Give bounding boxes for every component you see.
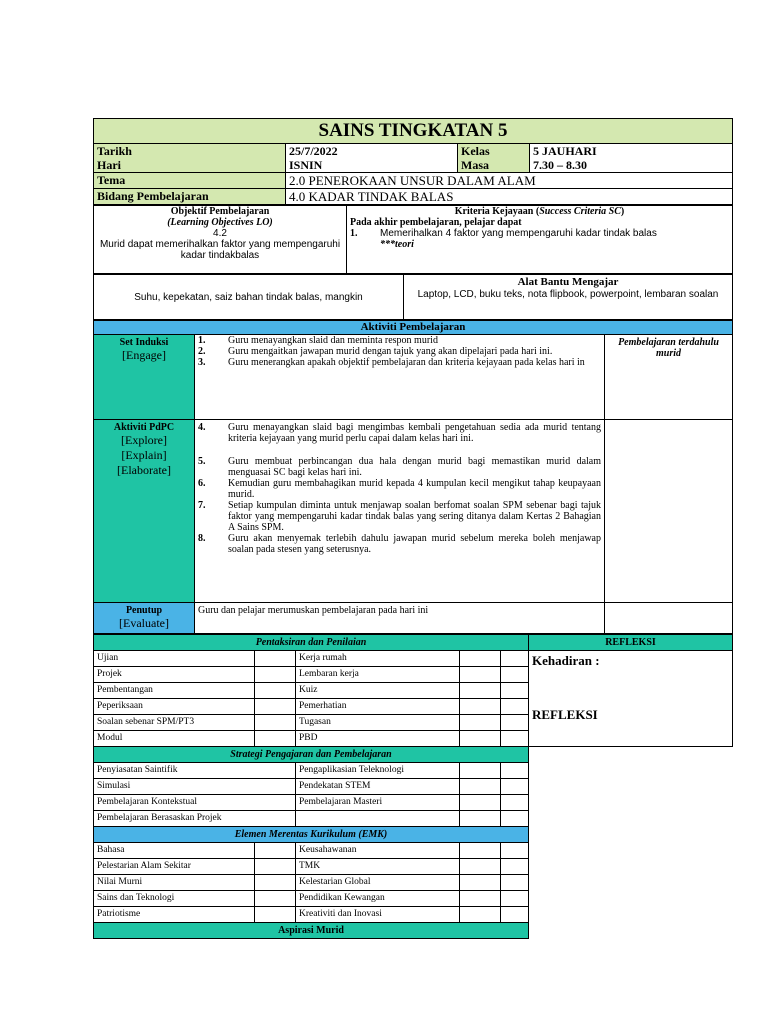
refleksi-heading: REFLEKSI (529, 635, 733, 651)
strategi-item: Pengaplikasian Teleknologi (296, 763, 460, 779)
pentaksiran-item: Pembentangan (94, 683, 255, 699)
checkbox-cell[interactable] (255, 683, 296, 699)
checkbox-cell[interactable] (255, 891, 296, 907)
checkbox-cell[interactable] (460, 859, 501, 875)
checkbox-cell[interactable] (255, 667, 296, 683)
pdpc-label: Aktiviti PdPC (113, 422, 175, 433)
checkbox-cell[interactable] (460, 763, 501, 779)
pdpc-steps (198, 456, 601, 555)
pentaksiran-item: Pemerhatian (296, 699, 460, 715)
table-row (94, 763, 733, 779)
objektif-text: Murid dapat memerihalkan faktor yang mempengaruhi kadar tindakbalas (99, 239, 341, 261)
header-table (93, 118, 733, 205)
pdpc-explain: [Explain] (121, 448, 167, 462)
bidang-label: Bidang Pembelajaran (94, 189, 286, 205)
alat-bantu-text: Laptop, LCD, buku teks, nota flipbook, powerpoint, lembaran soalan (417, 289, 719, 300)
strategi-item: Simulasi (94, 779, 296, 795)
hari-label: Hari (97, 158, 121, 172)
checkbox-cell[interactable] (460, 891, 501, 907)
checkbox-cell[interactable] (255, 859, 296, 875)
list-item: 3. Guru menerangkan apakah objektif pembelajaran dan kriteria kejayaan pada kelas hari in (198, 357, 585, 368)
table-row (94, 779, 733, 795)
kelas-label: Kelas (461, 144, 490, 158)
checkbox-cell[interactable] (255, 651, 296, 667)
pentaksiran-item: Peperiksaan (94, 699, 255, 715)
checkbox-cell[interactable] (460, 795, 501, 811)
list-item: 6. Kemudian guru membahagikan murid kepada 4 kumpulan kecil mengikut tahap keupayaan murid. (198, 478, 601, 500)
pentaksiran-item: Kuiz (296, 683, 460, 699)
checkbox-cell[interactable] (460, 683, 501, 699)
refleksi-label: REFLEKSI (532, 707, 598, 722)
strategi-item: Pembelajaran Kontekstual (94, 795, 296, 811)
pentaksiran-item: Tugasan (296, 715, 460, 731)
checkbox-cell[interactable] (460, 731, 501, 747)
checkbox-cell[interactable] (255, 715, 296, 731)
penutup-text: Guru dan pelajar merumuskan pembelajaran pada hari ini (195, 603, 605, 634)
penutup-sub: [Evaluate] (119, 616, 169, 630)
tarikh-label: Tarikh (97, 144, 132, 158)
checkbox-cell[interactable] (460, 699, 501, 715)
checkbox-cell[interactable] (255, 699, 296, 715)
tarikh-value: 25/7/2022 (289, 144, 338, 158)
objektif-code: 4.2 (213, 228, 227, 239)
checkbox-cell[interactable] (460, 843, 501, 859)
checkbox-cell[interactable] (460, 907, 501, 923)
aspirasi-heading: Aspirasi Murid (94, 923, 529, 939)
checkbox-cell[interactable] (255, 875, 296, 891)
penutup-label: Penutup (125, 605, 163, 616)
list-item: 4. Guru menayangkan slaid bagi mengimbas kembali pengetahuan sedia ada murid tentang kriteria kejayaan yang murid perlu capai dalam kelas hari ini. (198, 422, 601, 444)
checkbox-cell[interactable] (255, 843, 296, 859)
objektif-subheading: (Learning Objectives LO) (167, 217, 273, 228)
emk-item: Nilai Murni (94, 875, 255, 891)
strategi-item: Pendekatan STEM (296, 779, 460, 795)
activities-table (93, 320, 733, 634)
bahan-text: Suhu, kepekatan, saiz bahan tindak balas, mangkin (94, 275, 404, 320)
masa-value: 7.30 – 8.30 (533, 158, 587, 172)
set-induksi-steps (198, 335, 601, 368)
page-title: SAINS TINGKATAN 5 (94, 119, 733, 144)
objektif-heading: Objektif Pembelajaran (170, 206, 270, 217)
assessment-table (93, 634, 733, 939)
checkbox-cell[interactable] (460, 875, 501, 891)
kehadiran-label: Kehadiran : (532, 653, 600, 668)
lesson-plan-sheet (93, 118, 733, 939)
table-row (94, 875, 733, 891)
set-induksi-label: Set Induksi (119, 337, 169, 348)
strategi-heading: Strategi Pengajaran dan Pembelajaran (94, 747, 529, 763)
pentaksiran-item: Lembaran kerja (296, 667, 460, 683)
table-row (94, 651, 733, 667)
emk-item: TMK (296, 859, 460, 875)
table-row (94, 843, 733, 859)
checkbox-cell[interactable] (255, 731, 296, 747)
checkbox-cell[interactable] (460, 667, 501, 683)
pentaksiran-item: Projek (94, 667, 255, 683)
bidang-value: 4.0 KADAR TINDAK BALAS (286, 189, 733, 205)
pdpc-explore: [Explore] (121, 433, 167, 447)
emk-item: Kelestarian Global (296, 875, 460, 891)
emk-item: Pelestarian Alam Sekitar (94, 859, 255, 875)
checkbox-cell[interactable] (460, 651, 501, 667)
table-row (94, 907, 733, 923)
checkbox-cell[interactable] (460, 779, 501, 795)
materials-table (93, 274, 733, 320)
emk-item: Kreativiti dan Inovasi (296, 907, 460, 923)
emk-item: Sains dan Teknologi (94, 891, 255, 907)
pentaksiran-item: Modul (94, 731, 255, 747)
kriteria-item: 1. Memerihalkan 4 faktor yang mempengaruhi kadar tindak balas (350, 228, 657, 239)
set-induksi-sub: [Engage] (122, 348, 166, 362)
strategi-item: Pembelajaran Masteri (296, 795, 460, 811)
checkbox-cell[interactable] (255, 907, 296, 923)
aktiviti-heading: Aktiviti Pembelajaran (94, 321, 733, 335)
table-row (94, 891, 733, 907)
kriteria-note: ***teori (380, 239, 414, 250)
objectives-table (93, 205, 733, 274)
pentaksiran-item: PBD (296, 731, 460, 747)
emk-item: Patriotisme (94, 907, 255, 923)
strategi-item: Penyiasatan Saintifik (94, 763, 296, 779)
masa-label: Masa (461, 158, 489, 172)
list-item: 8. Guru akan menyemak terlebih dahulu jawapan murid sebelum mereka boleh menjawap soalan pada stesen yang seterusnya. (198, 533, 601, 555)
hari-value: ISNIN (289, 158, 323, 172)
pentaksiran-heading: Pentaksiran dan Penilaian (94, 635, 529, 651)
kriteria-lead: Pada akhir pembelajaran, pelajar dapat (350, 217, 522, 228)
emk-heading: Elemen Merentas Kurikulum (EMK) (94, 827, 529, 843)
pdpc-step-4 (198, 422, 601, 444)
emk-item: Pendidikan Kewangan (296, 891, 460, 907)
pentaksiran-item: Kerja rumah (296, 651, 460, 667)
strategi-last: Pembelajaran Berasaskan Projek (94, 811, 296, 827)
checkbox-cell[interactable] (460, 715, 501, 731)
table-row (94, 795, 733, 811)
emk-item: Bahasa (94, 843, 255, 859)
refleksi-cell (529, 651, 733, 747)
list-item: 2. Guru mengaitkan jawapan murid dengan tajuk yang akan dipelajari pada hari ini. (198, 346, 553, 357)
list-item: 1. Guru menayangkan slaid dan meminta respon murid (198, 335, 438, 346)
emk-item: Keusahawanan (296, 843, 460, 859)
kriteria-heading: Kriteria Kejayaan (Success Criteria SC) (454, 206, 625, 217)
tema-label: Tema (94, 173, 286, 189)
alat-bantu-heading: Alat Bantu Mengajar (517, 276, 619, 288)
kelas-value: 5 JAUHARI (533, 144, 597, 158)
pentaksiran-item: Soalan sebenar SPM/PT3 (94, 715, 255, 731)
pentaksiran-item: Ujian (94, 651, 255, 667)
table-row (94, 859, 733, 875)
list-item: 5. Guru membuat perbincangan dua hala dengan murid bagi memastikan murid dalam menguasai SC bagi kelas hari ini. (198, 456, 601, 478)
pdpc-elaborate: [Elaborate] (117, 463, 171, 477)
set-induksi-note: Pembelajaran terdahulu murid (605, 335, 733, 420)
list-item: 7. Setiap kumpulan diminta untuk menjawap soalan berfomat soalan SPM sebenar bagi tajuk faktor yang mempengaruhi kadar tindak balas yang sering ditanya dalam Kertas 2 Bahagian A Sains SPM. (198, 500, 601, 533)
tema-value: 2.0 PENEROKAAN UNSUR DALAM ALAM (286, 173, 733, 189)
